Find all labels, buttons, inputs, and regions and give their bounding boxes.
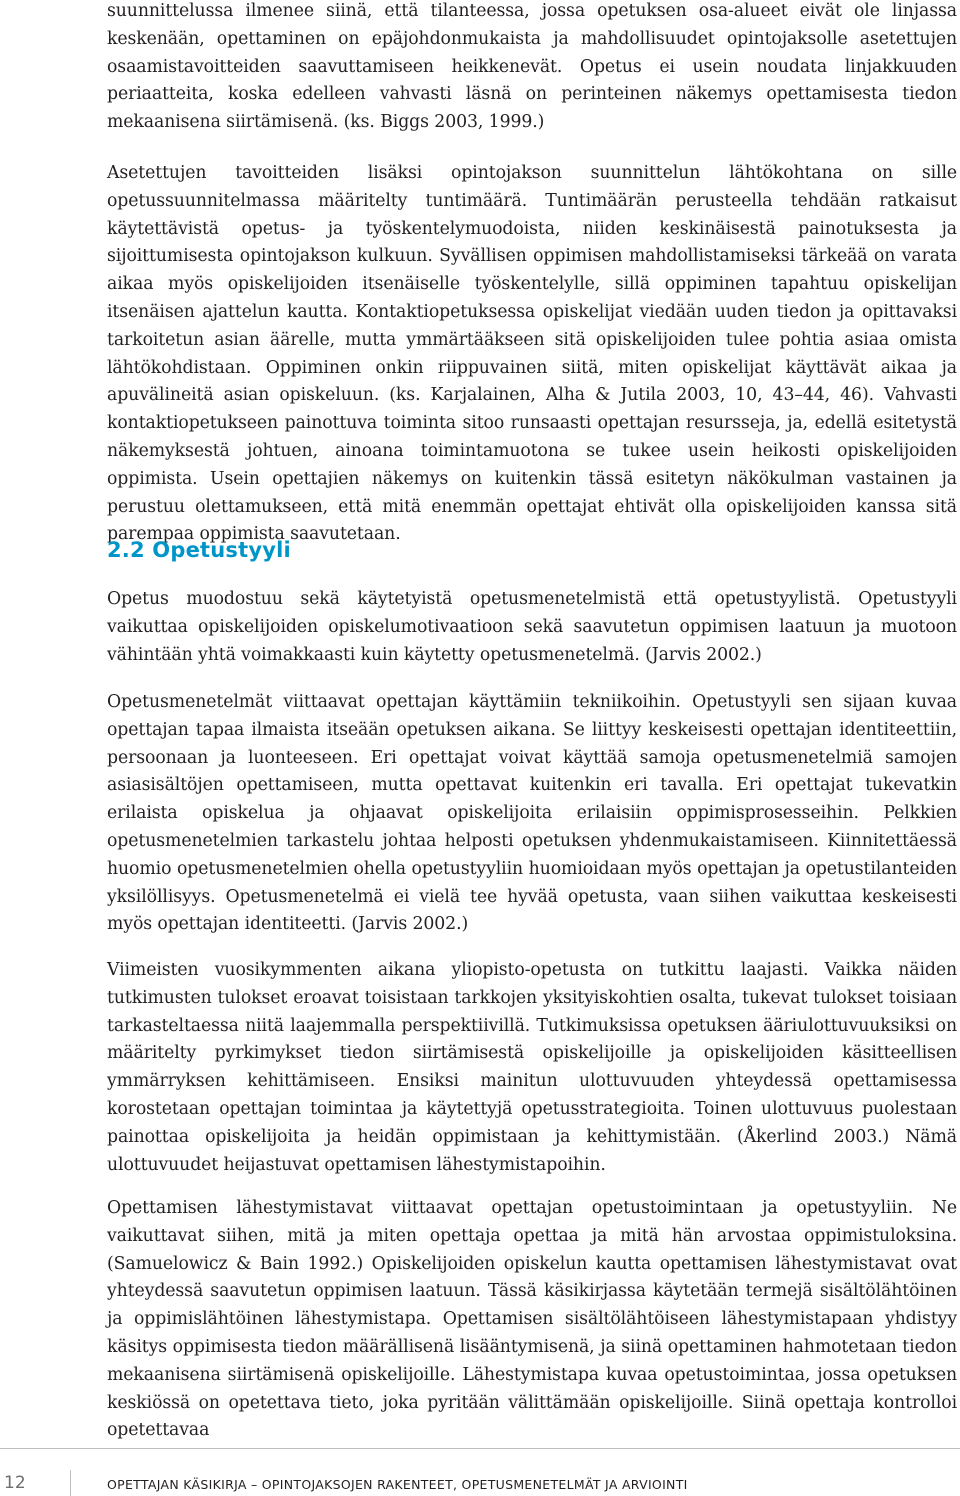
paragraph-6: Opettamisen lähestymistavat viittaavat opettajan opetustoimintaan ja opetustyyliin. Ne vaikuttavat siihen, mitä ja miten opettaja opettaa ja mitä hän arvostaa oppimistuloksina. (Samuelowicz & Bain 1992.) Opiskelijoiden opiskelun kautta opettamisen lähestymistavat ovat yhteydessä saavutetun oppimisen laatuun. Tässä käsikirjassa käytetään termejä sisältölähtöinen ja oppimislähtöinen lähestymistapa. Opettamisen sisältölähtöiseen lähestymistapaan yhdistyy käsitys oppimisesta tiedon määrällisenä lisääntymisenä, ja siinä opettaminen hahmotetaan tiedon mekaanisena siirtämisenä opiskelijoille. Lähestymistapa kuvaa opetustoimintaa, jossa opetuksen keskiössä on opetettava tieto, joka pyritään välittämään opiskelijoille. Siinä opettaja kontrolloi opetettavaa [107,1198,957,1441]
running-footer-title: OPETTAJAN KÄSIKIRJA – OPINTOJAKSOJEN RAKENTEET, OPETUSMENETELMÄT JA ARVIOINTI [107,1477,688,1492]
footer-vertical-divider [70,1470,71,1496]
paragraph-1: suunnittelussa ilmenee siinä, että tilanteessa, jossa opetuksen osa-alueet eivät ole linjassa keskenään, opettaminen on epäjohdonmukaista ja mahdollisuudet opintojaksolle asetettujen osaamistavoitteiden saavuttamiseen heikkenevät. Opetus ei usein noudata linjakkuuden periaatteita, koska edelleen vahvasti läsnä on perinteinen näkemys opettamisesta tiedon mekaanisena siirtämisenä. (ks. Biggs 2003, 1999.) [107,1,957,133]
section-heading: 2.2 Opetustyyli [107,538,291,562]
paragraph-3: Opetus muodostuu sekä käytetyistä opetusmenetelmistä että opetustyylistä. Opetustyyli vaikuttaa opiskelijoiden opiskelumotivaatioon sekä saavutetun oppimisen laatuun ja muotoon vähintään yhtä voimakkaasti kuin käytetty opetusmenetelmä. (Jarvis 2002.) [107,589,957,665]
page-number: 12 [4,1473,26,1493]
paragraph-2: Asetettujen tavoitteiden lisäksi opintojakson suunnittelun lähtökohtana on sille opetussuunnitelmassa määritelty tuntimäärä. Tuntimäärän perusteella tehdään ratkaisut käytettävistä opetus- ja työskentelymuodoista, niiden keskinäisestä painotuksesta ja sijoittumisesta opintojakson kulkuun. Syvällisen oppimisen mahdollistamiseksi tärkeää on varata aikaa myös opiskelijoiden itsenäiselle työskentelylle, sillä oppiminen tapahtuu opiskelijan itsenäisen ajattelun kautta. Kontaktiopetuksessa opiskelijat viedään uuden tiedon ja opittavaksi tarkoitetun asian äärelle, mutta ymmärtääkseen sitä opiskelijoiden tulee pohtia asiaa omista lähtökohdistaan. Oppiminen onkin riippuvainen siitä, miten opiskelijat käyttävät aikaa ja apuvälineitä asian opiskeluun. (ks. Karjalainen, Alha & Jutila 2003, 10, 43–44, 46). Vahvasti kontaktiopetukseen painottuva toiminta sitoo runsaasti opettajan resursseja, ja, edellä esitetystä näkemyksestä johtuen, ainoana toimintamuotona se tukee usein heikosti opiskelijoiden oppimista. Usein opettajien näkemys on kuitenkin tässä esitetyn näkökulman vastainen ja perustuu olettamukseen, että mitä enemmän opettajat ehtivät olla opiskelijoiden kanssa sitä parempaa oppimista saavutetaan. [107,163,957,545]
paragraph-5: Viimeisten vuosikymmenten aikana yliopisto-opetusta on tutkittu laajasti. Vaikka näiden tutkimusten tulokset eroavat toisistaan tarkkojen yksityiskohtien osalta, tukevat tulokset toisiaan tarkasteltaessa niitä laajemmalla perspektiivillä. Tutkimuksissa opetuksen ääriulottuvuuksiksi on määritelty pyrkimykset tiedon siirtämisestä opiskelijoille ja opiskelijoiden käsitteellisen ymmärryksen kehittämiseen. Ensiksi mainitun ulottuvuuden yhteydessä opettamisessa korostetaan opettajan toimintaa ja käytettyjä opetusstrategioita. Toinen ulottuvuus puolestaan painottaa opiskelijoita ja heidän oppimistaan ja kehittymistään. (Åkerlind 2003.) Nämä ulottuvuudet heijastuvat opettamisen lähestymistapoihin. [107,960,957,1175]
footer-divider [0,1448,960,1449]
paragraph-4: Opetusmenetelmät viittaavat opettajan käyttämiin tekniikoihin. Opetustyyli sen sijaan kuvaa opettajan tapaa ilmaista itseään opetuksen aikana. Se liittyy keskeisesti opettajan identiteettiin, persoonaan ja luonteeseen. Eri opettajat voivat käyttää samoja opetusmenetelmiä samojen asiasisältöjen opettamiseen, mutta opettavat kuitenkin eri tavalla. Eri opettajat tukevatkin erilaista opiskelua ja ohjaavat opiskelijoita erilaisiin oppimisprosesseihin. Pelkkien opetusmenetelmien tarkastelu johtaa helposti opetuksen yhdenmukaistamiseen. Kiinnitettäessä huomio opetusmenetelmien ohella opetustyyliin huomioidaan myös opettajan ja opetustilanteiden yksilöllisyys. Opetusmenetelmä ei vielä tee hyvää opetusta, vaan siihen vaikuttaa keskeisesti myös opettajan identiteetti. (Jarvis 2002.) [107,692,957,935]
